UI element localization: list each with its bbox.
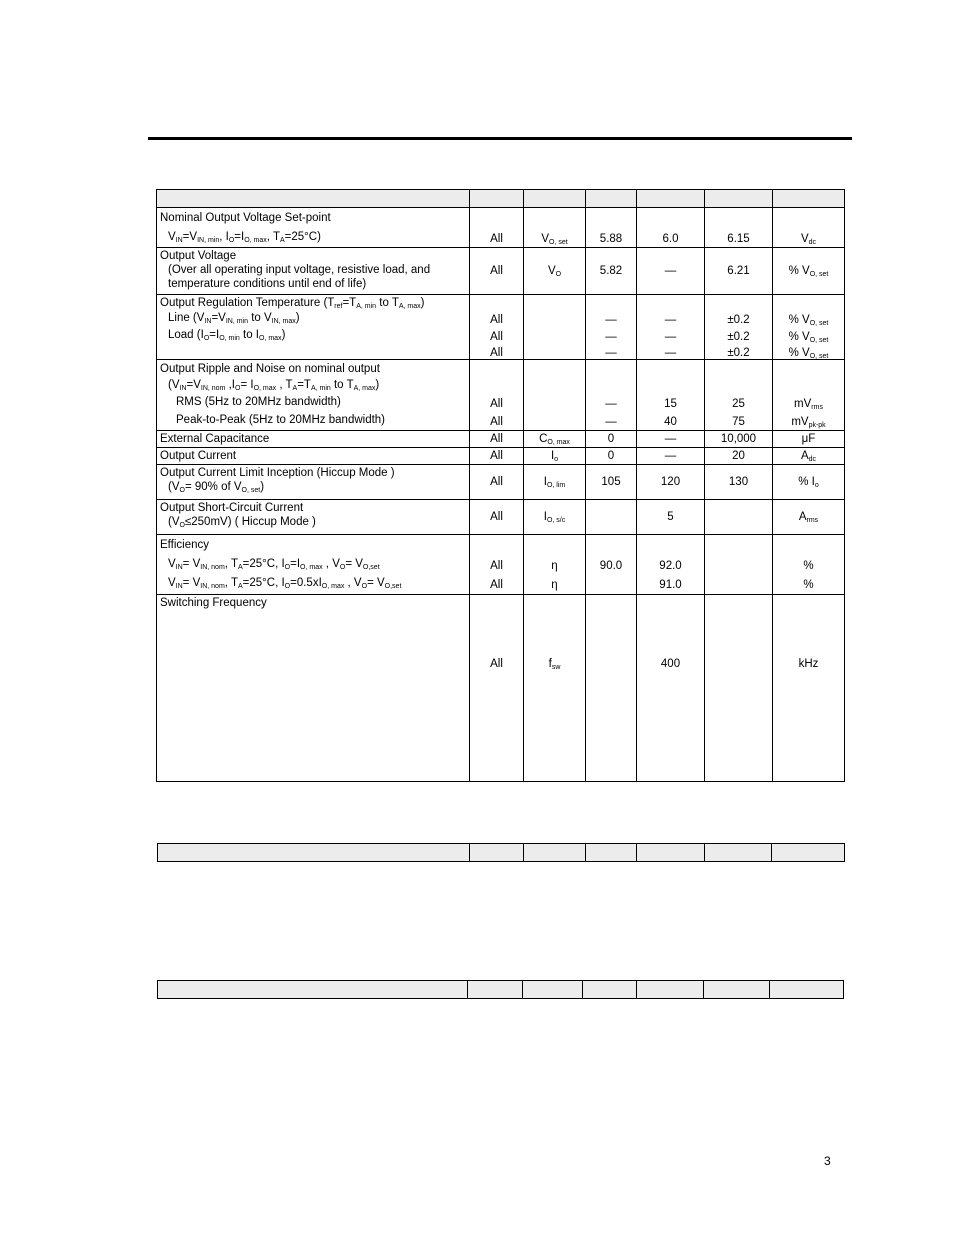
min-value: 90.0 <box>599 560 623 572</box>
symbol-cell: $I_{O, lim}$ <box>524 465 586 500</box>
min-cell <box>586 500 637 535</box>
typ-value <box>640 536 701 555</box>
unit-value <box>776 361 841 377</box>
min-value <box>589 296 633 310</box>
symbol-cell: $V_O$ <box>524 248 586 295</box>
device-cell: All <box>470 500 524 535</box>
max-cell: 6.21 <box>705 248 773 295</box>
parameter-line: Nominal Output Voltage Set-point <box>160 212 331 224</box>
symbol-value <box>527 361 582 377</box>
typ-value: — <box>664 314 677 326</box>
symbol-cell: $I_o$ <box>524 448 586 465</box>
symbol-value: η <box>551 579 558 591</box>
max-cell: 130 <box>705 465 773 500</box>
header-rule <box>148 137 852 140</box>
unit-cell: μF <box>773 431 845 448</box>
device-cell <box>470 360 524 431</box>
unit-cell <box>773 208 845 248</box>
min-value <box>589 377 633 393</box>
symbol-cell: $I_{O, s/c}$ <box>524 500 586 535</box>
unit-value: % $V_{O, set}$ <box>788 314 829 327</box>
unit-value: % <box>803 560 814 572</box>
min-value <box>589 536 633 555</box>
symbol-value <box>527 377 582 393</box>
max-value <box>708 296 769 310</box>
device-value <box>473 377 520 393</box>
device-value: All <box>490 398 503 410</box>
device-cell: All <box>470 431 524 448</box>
symbol-cell <box>524 595 586 782</box>
parameter-cell <box>157 360 470 431</box>
parameter-line: $(V_O\le 250mV)$ ( Hiccup Mode ) <box>168 516 316 529</box>
max-cell <box>705 535 773 595</box>
min-cell <box>586 208 637 248</box>
symbol-value <box>527 310 582 327</box>
max-cell <box>705 500 773 535</box>
device-value <box>473 209 520 228</box>
min-value: — <box>605 416 617 428</box>
max-cell: 10,000 <box>705 431 773 448</box>
min-cell: 0 <box>586 448 637 465</box>
typ-value: 91.0 <box>659 579 682 591</box>
symbol-cell <box>524 360 586 431</box>
parameter-line: ($V_O= 90\%$ of $V_{O, set}$) <box>168 481 265 494</box>
parameter-line: Load ($I_O=I_{O, min}$ to $I_{O, max}$) <box>168 329 286 342</box>
unit-cell <box>773 595 845 782</box>
parameter-line: Output Current <box>160 450 237 462</box>
parameter-line: $V_{IN}= V_{IN, nom}$, $T_A=25^\circ C$, $I_O=0.5xI_{O, max}$ , $V_O= V_{O,set}$ <box>168 577 402 590</box>
symbol-value <box>527 536 582 555</box>
min-value <box>589 209 633 228</box>
table-row <box>157 448 845 465</box>
parameter-line: $V_{IN}=V_{IN, min}$, $I_O=I_{O, max}$, $T_A=25^\circ C$) <box>168 231 321 244</box>
device-value: All <box>490 233 503 245</box>
parameter-line: Peak-to-Peak (5Hz to 20MHz bandwidth) <box>176 414 386 426</box>
min-cell <box>586 295 637 360</box>
table-header-row <box>158 844 845 862</box>
typ-value: 92.0 <box>659 560 682 572</box>
symbol-value <box>527 296 582 310</box>
unit-cell: % $I_o$ <box>773 465 845 500</box>
unit-value: $mV_{pk-pk}$ <box>791 416 826 429</box>
device-cell <box>470 295 524 360</box>
max-value: ±0.2 <box>727 314 750 326</box>
symbol-cell <box>524 535 586 595</box>
typ-value <box>640 361 701 377</box>
device-cell <box>470 535 524 595</box>
min-value: — <box>605 314 617 326</box>
symbol-value: $V_{O, set}$ <box>541 233 568 246</box>
symbol-cell <box>524 208 586 248</box>
device-cell <box>470 208 524 248</box>
unit-value <box>776 377 841 393</box>
typ-value: — <box>664 331 677 343</box>
device-value <box>473 361 520 377</box>
parameter-cell <box>157 465 470 500</box>
max-cell <box>705 208 773 248</box>
typ-cell: — <box>637 448 705 465</box>
unit-value: % $V_{O, set}$ <box>788 331 829 344</box>
parameter-line: RMS (5Hz to 20MHz bandwidth) <box>176 396 341 408</box>
unit-cell: % $V_{O, set}$ <box>773 248 845 295</box>
typ-value <box>640 209 701 228</box>
device-cell <box>470 595 524 782</box>
typ-cell <box>637 595 705 782</box>
max-value: ±0.2 <box>727 347 750 359</box>
typ-cell <box>637 535 705 595</box>
table-row <box>157 465 845 500</box>
unit-cell <box>773 535 845 595</box>
device-value: All <box>490 347 503 359</box>
symbol-value: $f_{sw}$ <box>548 658 561 671</box>
table-row <box>157 248 845 295</box>
unit-value: $V_{dc}$ <box>800 233 817 246</box>
symbol-cell: $C_{O, max}$ <box>524 431 586 448</box>
min-value <box>589 574 633 593</box>
parameter-cell <box>157 448 470 465</box>
min-cell <box>586 595 637 782</box>
parameter-line: $V_{IN}= V_{IN, nom}$, $T_A=25^\circ C$, $I_O=I_{O, max}$ , $V_O= V_{O,set}$ <box>168 558 380 571</box>
parameter-line: (Over all operating input voltage, resistive load, and temperature conditions until end of life) <box>168 264 431 290</box>
max-value <box>708 209 769 228</box>
min-cell: 5.82 <box>586 248 637 295</box>
device-value: All <box>490 658 503 670</box>
min-value: — <box>605 331 617 343</box>
symbol-value <box>527 393 582 411</box>
unit-cell: $A_{rms}$ <box>773 500 845 535</box>
device-cell: All <box>470 448 524 465</box>
table-header-row <box>158 981 844 999</box>
symbol-value: η <box>551 560 558 572</box>
output-specifications-table <box>156 189 845 782</box>
max-value: 75 <box>732 416 745 428</box>
device-value <box>473 296 520 310</box>
parameter-line: Output Current Limit Inception (Hiccup Mode ) <box>160 467 395 479</box>
parameter-line: Output Short-Circuit Current <box>160 502 304 514</box>
table-row <box>157 431 845 448</box>
parameter-line: Output Voltage <box>160 250 237 262</box>
unit-value <box>776 536 841 555</box>
typ-value: 40 <box>664 416 677 428</box>
device-value: All <box>490 579 503 591</box>
table-row <box>157 295 845 360</box>
parameter-line: ($V_{IN}=V_{IN, nom}$ $,I_O= I_{O, max}$ , $T_A=T_{A, min}$ to $T_{A, max}$) <box>168 379 380 392</box>
isolation-specifications-table <box>157 843 845 862</box>
min-cell <box>586 360 637 431</box>
device-value: All <box>490 416 503 428</box>
max-cell <box>705 360 773 431</box>
device-value: All <box>490 331 503 343</box>
symbol-value <box>527 209 582 228</box>
max-cell: 20 <box>705 448 773 465</box>
max-value: 25 <box>732 398 745 410</box>
parameter-line <box>160 344 466 358</box>
parameter-cell <box>157 595 470 782</box>
unit-cell: $A_{dc}$ <box>773 448 845 465</box>
max-value <box>708 574 769 593</box>
parameter-line: Switching Frequency <box>160 597 267 609</box>
max-value <box>708 377 769 393</box>
parameter-cell <box>157 535 470 595</box>
unit-value: % <box>803 579 814 591</box>
min-cell <box>586 535 637 595</box>
max-value <box>708 555 769 574</box>
typ-cell: 120 <box>637 465 705 500</box>
max-value: 6.15 <box>727 233 750 245</box>
parameter-line: Line ($V_{IN}=V_{IN, min}$ to $V_{IN, max}$) <box>168 312 300 325</box>
parameter-line: External Capacitance <box>160 433 270 445</box>
table-row <box>157 535 845 595</box>
device-value <box>473 536 520 555</box>
parameter-cell <box>157 295 470 360</box>
table-row <box>157 500 845 535</box>
unit-value <box>776 296 841 310</box>
max-value <box>708 536 769 555</box>
table-row <box>157 208 845 248</box>
parameter-cell <box>157 431 470 448</box>
min-value: — <box>605 398 617 410</box>
max-value: ±0.2 <box>727 331 750 343</box>
table-row <box>157 595 845 782</box>
unit-value <box>776 209 841 228</box>
typ-value: 6.0 <box>662 233 679 245</box>
parameter-line: Efficiency <box>160 539 210 551</box>
typ-cell: 5 <box>637 500 705 535</box>
parameter-cell <box>157 500 470 535</box>
unit-value: % $V_{O, set}$ <box>788 347 829 360</box>
device-value: All <box>490 560 503 572</box>
parameter-line: Output Regulation Temperature ($T_{ref}=T_{A, min}$ to $T_{A, max}$) <box>160 297 425 310</box>
unit-value: $mV_{rms}$ <box>794 398 823 411</box>
typ-value: 400 <box>660 658 681 670</box>
max-cell <box>705 295 773 360</box>
min-value <box>589 361 633 377</box>
min-cell: 105 <box>586 465 637 500</box>
unit-cell <box>773 295 845 360</box>
symbol-value <box>527 411 582 429</box>
symbol-value <box>527 344 582 358</box>
typ-value <box>640 296 701 310</box>
unit-cell <box>773 360 845 431</box>
parameter-cell <box>157 208 470 248</box>
typ-value: 15 <box>664 398 677 410</box>
device-cell: All <box>470 465 524 500</box>
min-value: 5.88 <box>599 233 623 245</box>
parameter-line: Output Ripple and Noise on nominal output <box>160 363 380 375</box>
device-cell: All <box>470 248 524 295</box>
general-specifications-table <box>157 980 844 999</box>
symbol-value <box>527 327 582 344</box>
typ-cell: — <box>637 248 705 295</box>
typ-cell <box>637 208 705 248</box>
typ-cell <box>637 295 705 360</box>
max-cell <box>705 595 773 782</box>
page-number: 3 <box>824 1154 831 1168</box>
max-value <box>708 361 769 377</box>
typ-cell: — <box>637 431 705 448</box>
typ-cell <box>637 360 705 431</box>
table-row <box>157 360 845 431</box>
parameter-cell <box>157 248 470 295</box>
typ-value: — <box>664 347 677 359</box>
min-value: — <box>605 347 617 359</box>
table-header-row <box>157 190 845 208</box>
typ-value <box>640 377 701 393</box>
device-value: All <box>490 314 503 326</box>
symbol-cell <box>524 295 586 360</box>
unit-value: kHz <box>798 658 819 670</box>
min-cell: 0 <box>586 431 637 448</box>
